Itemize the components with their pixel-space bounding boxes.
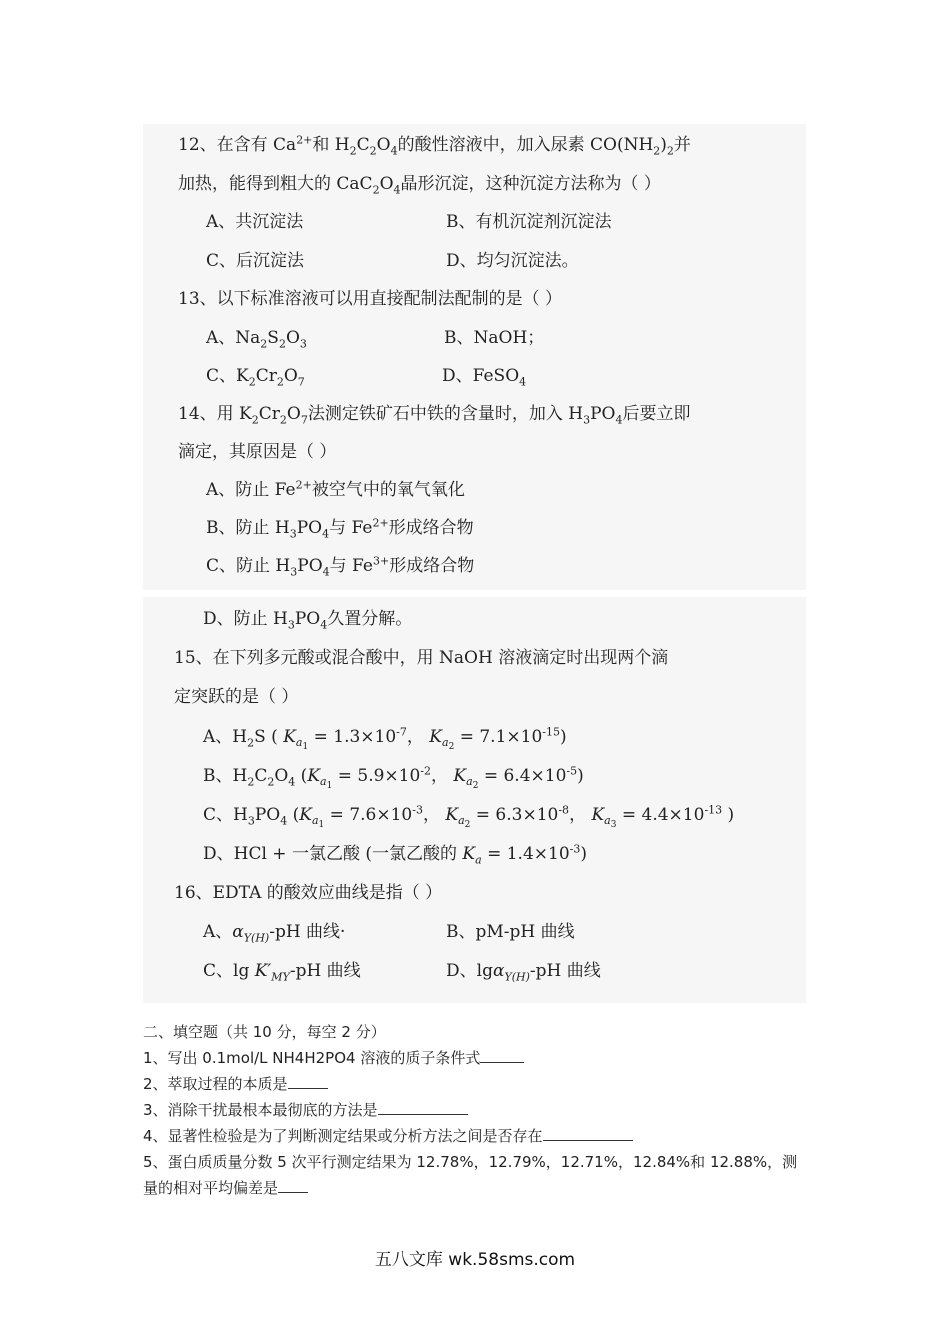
q16-option-a: A、$\alpha_{Y(H)}-pH$ 曲线· (203, 922, 346, 945)
q12-line-2: 加热，能得到粗大的 $CaC_2O_4$晶形沉淀，这种沉淀方法称为（ ） (178, 174, 661, 197)
q12-option-d: D、均匀沉淀法。 (446, 251, 579, 271)
fill-question-1: 1、写出 0.1mol/L NH4H2PO4 溶液的质子条件式 (143, 1048, 524, 1068)
q16-option-c: C、$\lg K'_{MY}-pH$ 曲线 (203, 961, 361, 984)
q12-option-a: A、共沉淀法 (206, 212, 304, 232)
fill-question-4: 4、显著性检验是为了判断测定结果或分析方法之间是否存在 (143, 1126, 633, 1146)
q15-option-c: C、$H_3PO_4$ ($K_{a_1} = 7.6\times 10^{-3}$， $K_{a_2} = 6.3\times 10^{-8}$， $K_{a_3} = 4.4\times 10^{-13}$ ) (203, 803, 735, 831)
fill-question-2: 2、萃取过程的本质是 (143, 1074, 328, 1094)
q15-line-1: 15、在下列多元酸或混合酸中，用 NaOH 溶液滴定时出现两个滴 (174, 648, 669, 668)
q12-line-1: 12、在含有 $Ca^{2+}$和 $H_2C_2O_4$的酸性溶液中，加入尿素 $CO(NH_2)_2$并 (178, 133, 691, 158)
answer-blank[interactable] (480, 1048, 524, 1063)
q16-option-d: D、lgα$_{Y(H)}$-pH 曲线 (446, 961, 601, 984)
q12-option-b: B、有机沉淀剂沉淀法 (446, 212, 612, 232)
q13-option-a: A、$Na_2S_2O_3$ (206, 328, 307, 351)
fill-section-heading: 二、填空题（共 10 分，每空 2 分） (143, 1023, 386, 1041)
fill-question-5-line-2: 量的相对平均偏差是 (143, 1178, 308, 1198)
answer-blank[interactable] (378, 1100, 468, 1115)
q15-line-2: 定突跃的是（ ） (174, 687, 299, 707)
q13-option-c: C、$K_2Cr_2O_7$ (206, 366, 305, 389)
answer-blank[interactable] (288, 1074, 328, 1089)
q14-option-d: D、防止 $H_3PO_4$久置分解。 (203, 609, 413, 632)
q12-option-c: C、后沉淀法 (206, 251, 305, 271)
q15-option-d: D、HCl + 一氯乙酸 (一氯乙酸的 $K_a = 1.4\times 10^{-3}$) (203, 842, 587, 867)
q14-option-c: C、防止 $H_3PO_4$与 $Fe^{3+}$形成络合物 (206, 554, 475, 579)
q13-text: 13、以下标准溶液可以用直接配制法配制的是（ ） (178, 289, 563, 309)
fill-question-3: 3、消除干扰最根本最彻底的方法是 (143, 1100, 468, 1120)
q13-option-d: D、FeSO$_4$ (442, 366, 527, 389)
q13-option-b: B、NaOH； (444, 328, 545, 348)
q16-text: 16、EDTA 的酸效应曲线是指（ ） (174, 883, 443, 903)
fill-question-5-line-1: 5、蛋白质质量分数 5 次平行测定结果为 12.78%，12.79%，12.71%，12.84%和 12.88%，测 (143, 1153, 798, 1171)
footer-watermark: 五八文库 wk.58sms.com (374, 1250, 576, 1270)
q14-option-b: B、防止 $H_3PO_4$与 $Fe^{2+}$形成络合物 (206, 516, 474, 541)
answer-blank[interactable] (278, 1178, 308, 1193)
q15-option-a: A、$H_2S$ ( $K_{a_1} = 1.3\times 10^{-7}$， $K_{a_2} = 7.1\times 10^{-15}$) (203, 725, 567, 753)
q15-option-b: B、$H_2C_2O_4$ ($K_{a_1} = 5.9\times 10^{-2}$， $K_{a_2} = 6.4\times 10^{-5}$) (203, 764, 584, 792)
answer-blank[interactable] (543, 1126, 633, 1141)
q14-line-2: 滴定，其原因是（ ） (178, 442, 337, 462)
q16-option-b: B、pM-pH 曲线 (446, 922, 575, 942)
q14-option-a: A、防止 $Fe^{2+}$被空气中的氧气氧化 (206, 478, 465, 500)
q14-line-1: 14、用 $K_2Cr_2O_7$法测定铁矿石中铁的含量时，加入 $H_3PO_4$后要立即 (178, 404, 691, 427)
